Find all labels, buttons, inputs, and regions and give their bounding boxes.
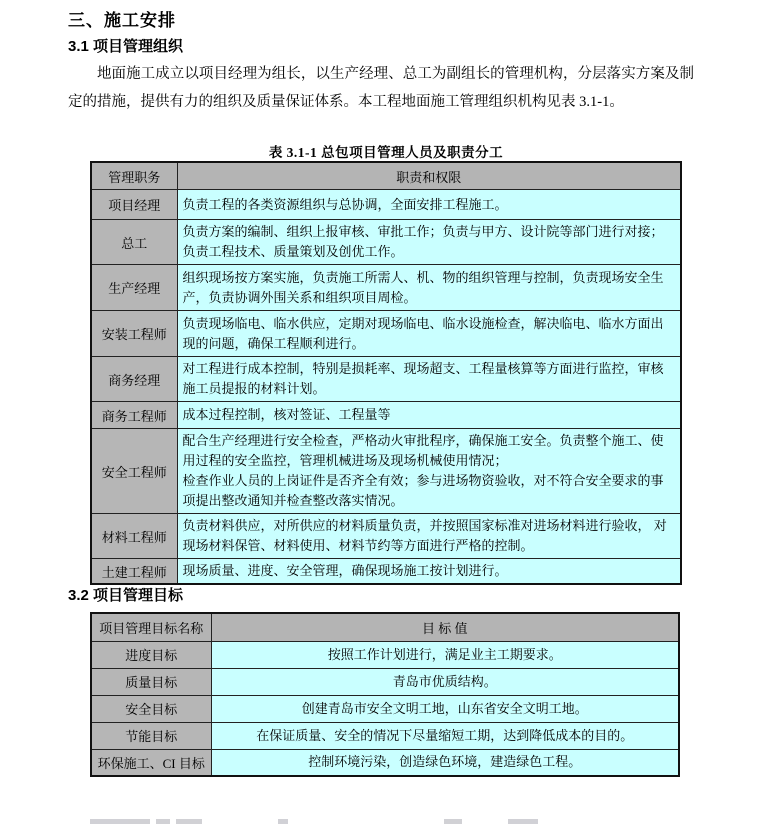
goal-name-cell: 质量目标 — [91, 668, 211, 695]
table-row — [91, 265, 681, 311]
duty-cell: 组织现场按方案实施，负责施工所需人、机、物的组织管理与控制，负责现场安全生产，负责协调外围关系和组织项目周检。 — [177, 265, 681, 311]
col-header-goal-name: 项目管理目标名称 — [91, 613, 211, 641]
col-header-duty: 职责和权限 — [177, 162, 681, 190]
table-row — [91, 162, 681, 190]
role-cell: 土建工程师 — [91, 559, 177, 585]
goal-name-cell: 进度目标 — [91, 641, 211, 668]
clipped-next-line-sliver — [90, 819, 650, 825]
goal-value-cell: 在保证质量、安全的情况下尽量缩短工期，达到降低成本的目的。 — [211, 722, 679, 749]
col-header-role: 管理职务 — [91, 162, 177, 190]
table-row — [91, 613, 679, 641]
col-header-goal-value: 目 标 值 — [211, 613, 679, 641]
table-row — [91, 402, 681, 429]
role-cell: 总工 — [91, 220, 177, 265]
goal-value-cell: 创建青岛市安全文明工地，山东省安全文明工地。 — [211, 695, 679, 722]
role-cell: 安全工程师 — [91, 429, 177, 514]
table-row — [91, 641, 679, 668]
goal-name-cell: 环保施工、CI 目标 — [91, 749, 211, 776]
table-3-1-1-caption: 表 3.1-1 总包项目管理人员及职责分工 — [268, 145, 504, 160]
duty-cell: 负责方案的编制、组织上报审核、审批工作；负责与甲方、设计院等部门进行对接；负责工程技术、质量策划及创优工作。 — [177, 220, 681, 265]
section-heading-3-2-project-management-goals: 3.2 项目管理目标 — [68, 587, 184, 604]
role-cell: 商务工程师 — [91, 402, 177, 429]
section-3-1-paragraph: 地面施工成立以项目经理为组长，以生产经理、总工为副组长的管理机构，分层落实方案及制定的措施，提供有力的组织及质量保证体系。本工程地面施工管理组织机构见表 3.1-1。 — [68, 66, 694, 110]
table-row — [91, 357, 681, 402]
role-cell: 安装工程师 — [91, 311, 177, 357]
duty-cell: 负责工程的各类资源组织与总协调，全面安排工程施工。 — [177, 190, 681, 220]
table-row — [91, 749, 679, 776]
goal-value-cell: 青岛市优质结构。 — [211, 668, 679, 695]
goal-value-cell: 按照工作计划进行，满足业主工期要求。 — [211, 641, 679, 668]
duty-cell: 现场质量、进度、安全管理，确保现场施工按计划进行。 — [177, 559, 681, 585]
table-row — [91, 220, 681, 265]
table-row — [91, 429, 681, 514]
section-heading-3-1-project-management-organization: 3.1 项目管理组织 — [68, 38, 184, 55]
goal-name-cell: 节能目标 — [91, 722, 211, 749]
duty-cell: 负责材料供应，对所供应的材料质量负责，并按照国家标准对进场材料进行验收， 对现场材料保管、材料使用、材料节约等方面进行严格的控制。 — [177, 514, 681, 559]
table-row — [91, 695, 679, 722]
table-management-goals — [90, 612, 680, 777]
duty-cell: 负责现场临电、临水供应，定期对现场临电、临水设施检查，解决临电、临水方面出现的问题，确保工程顺利进行。 — [177, 311, 681, 357]
role-cell: 商务经理 — [91, 357, 177, 402]
role-cell: 项目经理 — [91, 190, 177, 220]
table-row — [91, 668, 679, 695]
duty-cell: 对工程进行成本控制，特别是损耗率、现场超支、工程量核算等方面进行监控，审核施工员提报的材料计划。 — [177, 357, 681, 402]
role-cell: 材料工程师 — [91, 514, 177, 559]
table-management-roles-duties — [90, 161, 682, 585]
duty-cell: 成本过程控制，核对签证、工程量等 — [177, 402, 681, 429]
goal-name-cell: 安全目标 — [91, 695, 211, 722]
table-row — [91, 190, 681, 220]
table-row — [91, 514, 681, 559]
table-row — [91, 311, 681, 357]
doc-heading-construction-arrangement: 三、施工安排 — [68, 11, 176, 30]
goal-value-cell: 控制环境污染，创造绿色环境，建造绿色工程。 — [211, 749, 679, 776]
table-row — [91, 722, 679, 749]
role-cell: 生产经理 — [91, 265, 177, 311]
duty-cell: 配合生产经理进行安全检查，严格动火审批程序，确保施工安全。负责整个施工、使用过程的安全监控，管理机械进场及现场机械使用情况； 检查作业人员的上岗证件是否齐全有效；参与进场物资验收，对不符合安全要求的事项提出整改通知并检查整改落实情况。 — [177, 429, 681, 514]
table-row — [91, 559, 681, 585]
